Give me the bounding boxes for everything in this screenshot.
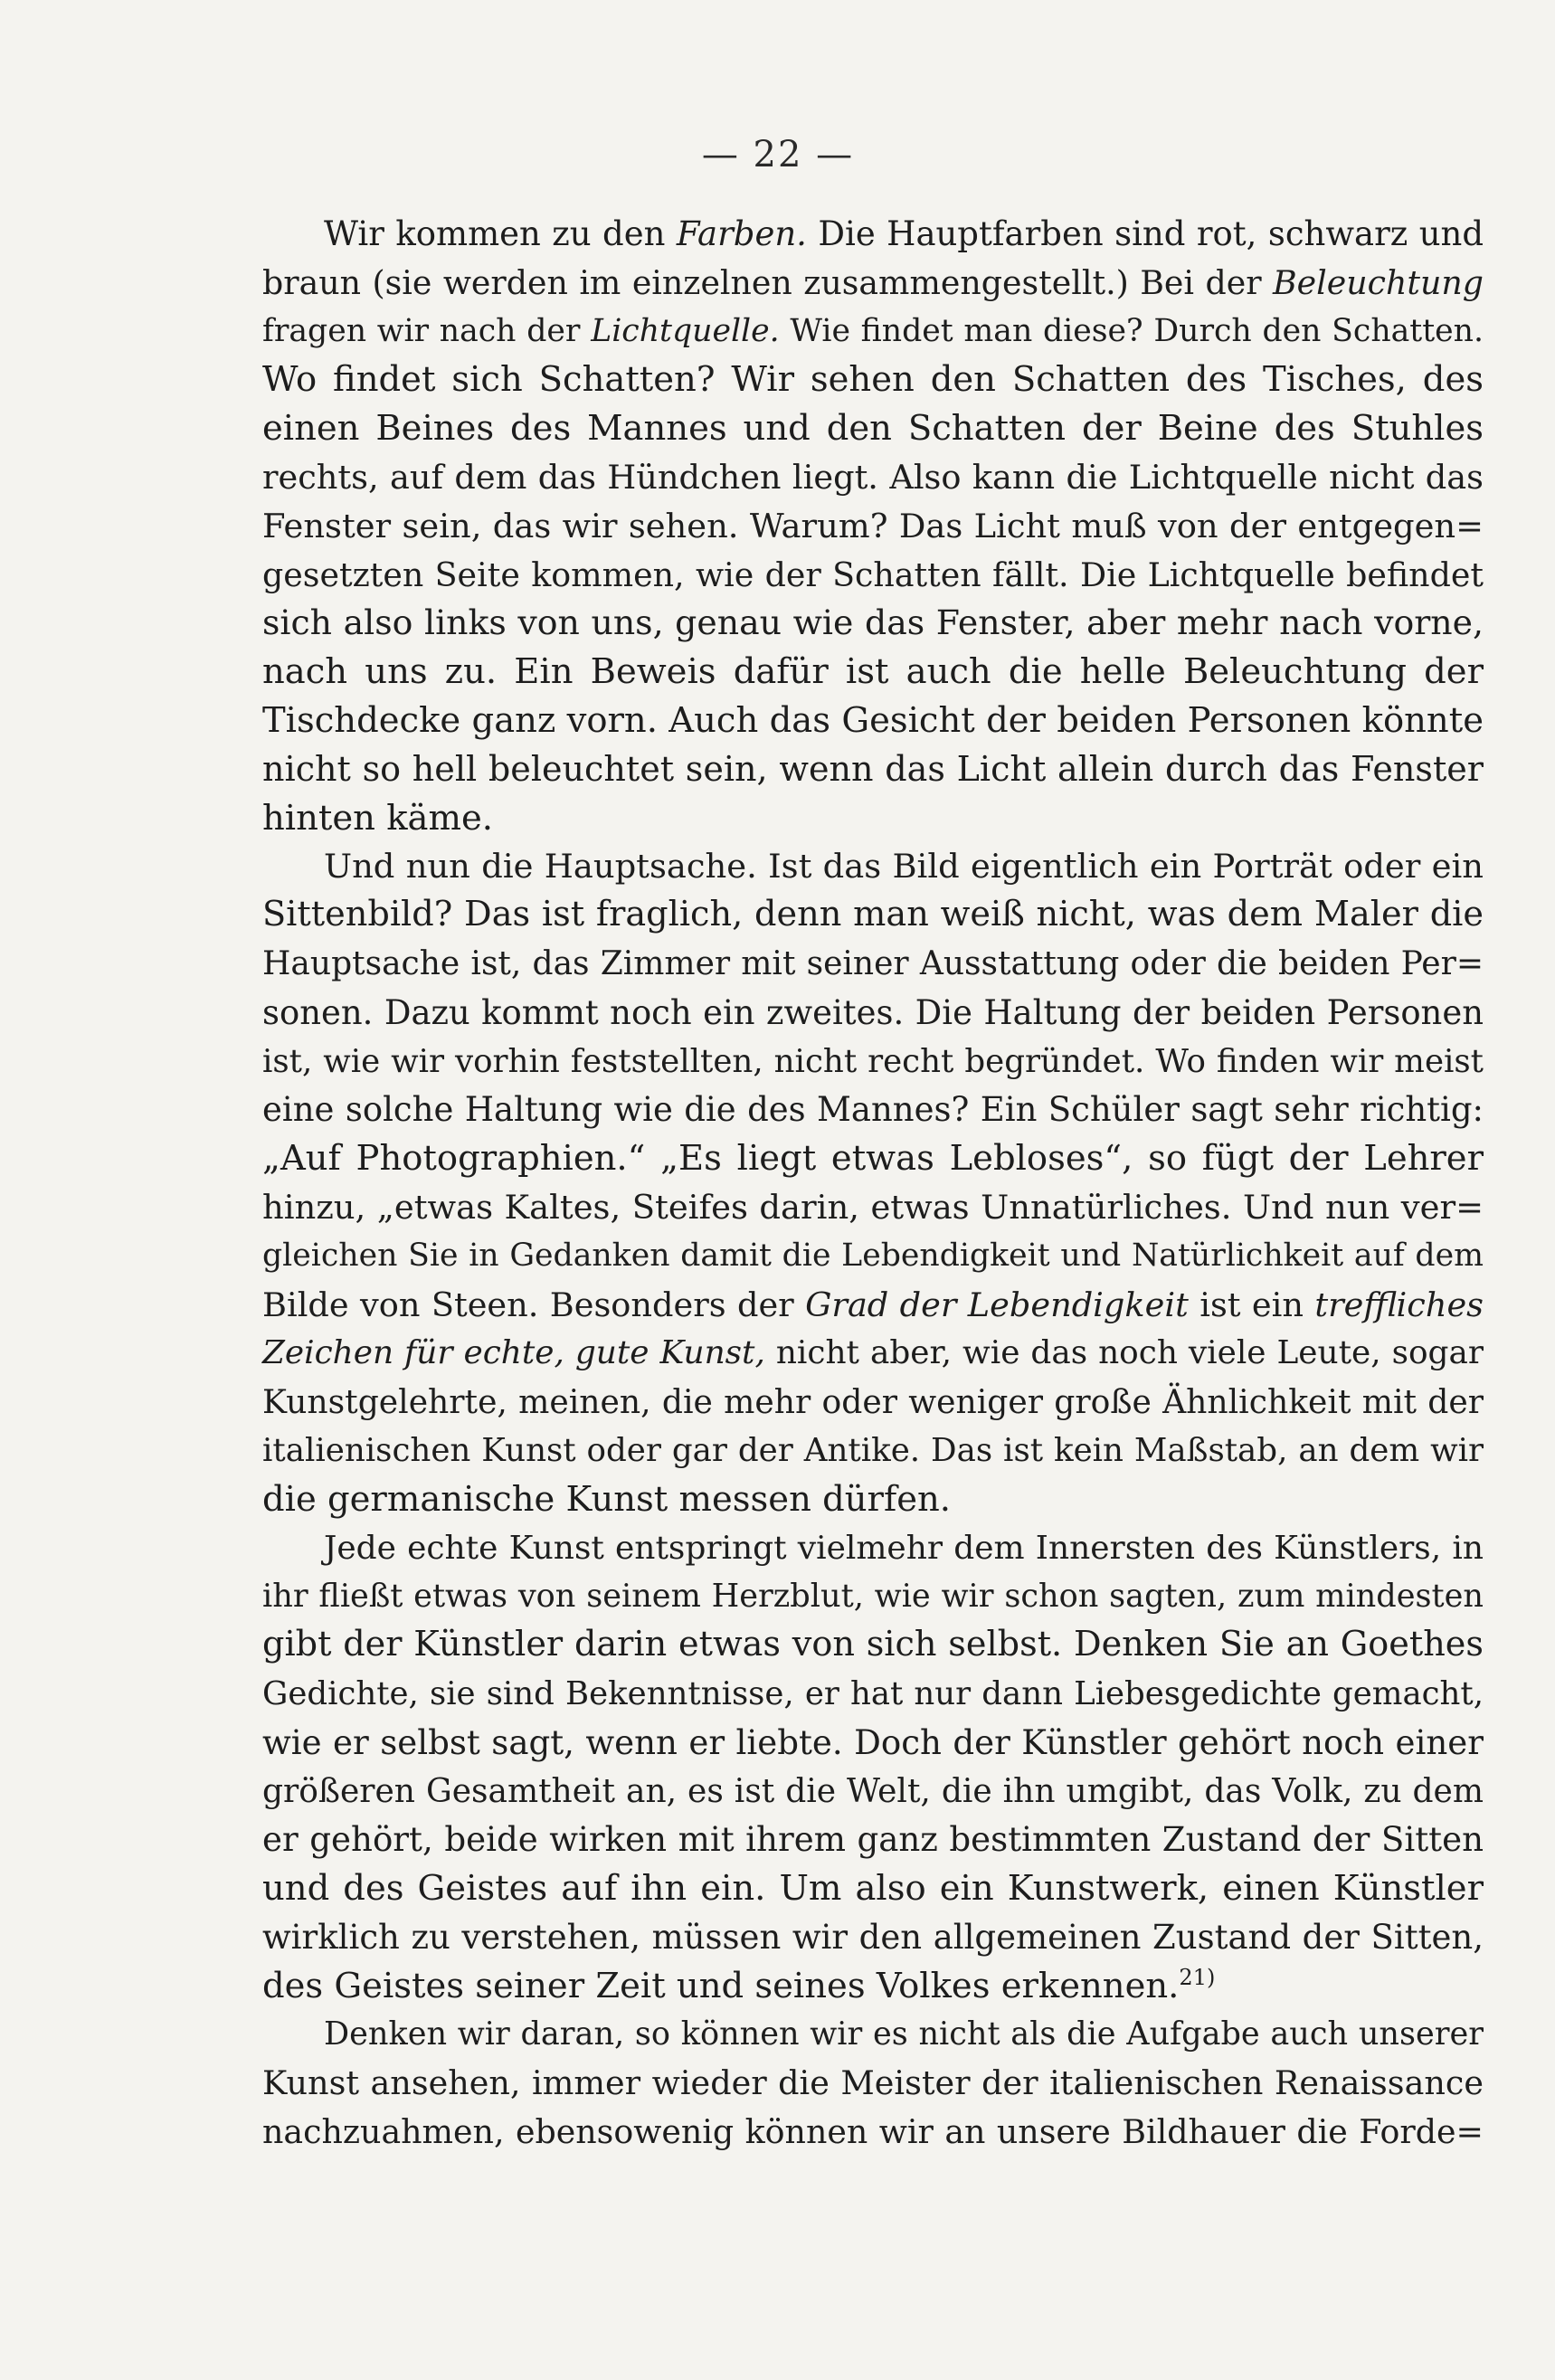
text-line <box>262 648 1484 697</box>
text-run: nicht aber, wie das noch viele Leute, sogar <box>764 1334 1484 1372</box>
text-line <box>262 1962 1484 2011</box>
text-run: nach uns zu. Ein Beweis dafür ist auch die helle Beleuchtung der <box>262 651 1484 693</box>
text-run: des Geistes seiner Zeit und seines Volkes erkennen. <box>262 1965 1180 2006</box>
text-run: wirklich zu verstehen, müssen wir den allgemeinen Zustand der Sitten, <box>262 1917 1484 1957</box>
text-line <box>262 210 1484 259</box>
text-line <box>262 940 1484 989</box>
text-run: Wir kommen zu den <box>324 214 677 253</box>
emphasis-text: Zeichen für echte, gute Kunst, <box>262 1334 765 1372</box>
text-run: rechts, auf dem das Hündchen liegt. Also kann die Lichtquelle nicht das <box>262 457 1484 497</box>
text-line <box>262 551 1484 600</box>
text-line <box>262 1134 1484 1183</box>
emphasis-text: treffliches <box>1314 1285 1484 1324</box>
text-run: sich also links von uns, genau wie das Fenster, aber mehr nach vorne, <box>262 602 1484 643</box>
text-line <box>262 794 1484 843</box>
text-run: sonen. Dazu kommt noch ein zweites. Die Haltung der beiden Personen <box>262 992 1484 1032</box>
text-run: einen Beines des Mannes und den Schatten der Beine des Stuhles <box>262 408 1484 450</box>
text-line <box>262 1329 1484 1378</box>
text-line <box>262 1768 1484 1816</box>
text-line <box>262 1281 1484 1330</box>
text-run: er gehört, beide wirken mit ihrem ganz bestimmten Zustand der Sitten <box>262 1820 1484 1860</box>
text-line <box>262 1524 1484 1573</box>
text-run: gibt der Künstler darin etwas von sich selbst. Denken Sie an Goethes <box>262 1625 1484 1665</box>
text-run: größeren Gesamtheit an, es ist die Welt, die ihn umgibt, das Volk, zu dem <box>262 1772 1484 1810</box>
page-number: — 22 — <box>701 134 855 175</box>
text-line <box>262 1378 1484 1427</box>
text-line <box>262 745 1484 794</box>
text-run: nicht so hell beleuchtet sein, wenn das Licht allein durch das Fenster <box>262 748 1484 789</box>
text-line <box>262 2010 1484 2059</box>
text-line <box>262 1864 1484 1913</box>
text-run: Wie findet man diese? Durch den Schatten. <box>779 312 1484 349</box>
text-line <box>262 1719 1484 1768</box>
text-run: hinten käme. <box>262 797 494 839</box>
text-line <box>262 1475 1484 1524</box>
emphasis-text: Grad der Lebendigkeit <box>805 1285 1189 1324</box>
text-line <box>262 842 1484 891</box>
text-line <box>262 2059 1484 2108</box>
text-run: hinzu, „etwas Kaltes, Steifes darin, etwas Unnatürliches. Und nun ver= <box>262 1187 1484 1227</box>
text-run: Denken wir daran, so können wir es nicht als die Aufgabe auch unserer <box>324 2015 1484 2053</box>
text-run: gleichen Sie in Gedanken damit die Lebendigkeit und Natürlichkeit auf dem <box>262 1237 1484 1274</box>
text-line <box>262 502 1484 551</box>
text-run: gesetzten Seite kommen, wie der Schatten fällt. Die Lichtquelle befindet <box>262 555 1484 594</box>
text-line <box>262 259 1484 308</box>
text-run: Fenster sein, das wir sehen. Warum? Das Licht muß von der entgegen= <box>262 506 1484 545</box>
text-run: und des Geistes auf ihn ein. Um also ein Kunstwerk, einen Künstler <box>262 1868 1484 1910</box>
text-run: ist, wie wir vorhin feststellten, nicht recht begründet. Wo finden wir meist <box>262 1042 1484 1080</box>
emphasis-text: Lichtquelle. <box>591 312 780 349</box>
text-line <box>262 308 1484 356</box>
text-line <box>262 1816 1484 1864</box>
text-run: braun (sie werden im einzelnen zusammengestellt.) Bei der <box>262 262 1273 302</box>
text-run: ist ein <box>1188 1285 1315 1324</box>
emphasis-text: Beleuchtung <box>1273 262 1484 302</box>
text-line <box>262 1427 1484 1475</box>
text-run: Kunstgelehrte, meinen, die mehr oder weniger große Ähnlichkeit mit der <box>262 1382 1484 1422</box>
text-run: Hauptsache ist, das Zimmer mit seiner Ausstattung oder die beiden Per= <box>262 944 1484 982</box>
text-run: Sittenbild? Das ist fraglich, denn man weiß nicht, was dem Maler die <box>262 895 1484 935</box>
text-run: Jede echte Kunst entspringt vielmehr dem Innersten des Künstlers, in <box>324 1529 1484 1567</box>
text-run: Bilde von Steen. Besonders der <box>262 1285 806 1324</box>
text-run: die germanische Kunst messen dürfen. <box>262 1478 952 1520</box>
text-run: eine solche Haltung wie die des Mannes? Ein Schüler sagt sehr richtig: <box>262 1090 1484 1130</box>
text-line <box>262 891 1484 940</box>
text-line <box>262 453 1484 502</box>
text-run: fragen wir nach der <box>262 312 592 349</box>
emphasis-text: Farben. <box>676 214 807 253</box>
text-line <box>262 989 1484 1038</box>
text-run: „Auf Photographien.“ „Es liegt etwas Lebloses“, so fügt der Lehrer <box>262 1138 1484 1180</box>
text-line <box>262 1086 1484 1134</box>
text-line <box>262 1913 1484 1962</box>
text-line <box>262 599 1484 648</box>
text-line <box>262 1621 1484 1670</box>
text-run: Gedichte, sie sind Bekenntnisse, er hat nur dann Liebesgedichte gemacht, <box>262 1674 1484 1712</box>
text-run: ihr fließt etwas von seinem Herzblut, wie wir schon sagten, zum mindesten <box>262 1578 1484 1616</box>
text-run: Tischdecke ganz vorn. Auch das Gesicht der beiden Personen könnte <box>262 699 1484 741</box>
text-run: Und nun die Hauptsache. Ist das Bild eigentlich ein Porträt oder ein <box>324 847 1484 887</box>
text-run: Wo findet sich Schatten? Wir sehen den Schatten des Tisches, des <box>262 359 1484 401</box>
text-line <box>262 1183 1484 1232</box>
text-run: italienischen Kunst oder gar der Antike. Das ist kein Maßstab, an dem wir <box>262 1431 1484 1469</box>
body-text <box>262 210 1484 2157</box>
text-line <box>262 356 1484 404</box>
text-run: wie er selbst sagt, wenn er liebte. Doch der Künstler gehört noch einer <box>262 1722 1484 1762</box>
text-run: Kunst ansehen, immer wieder die Meister der italienischen Renaissance <box>262 2063 1484 2103</box>
text-line <box>262 404 1484 453</box>
text-line <box>262 697 1484 745</box>
text-line <box>262 1670 1484 1719</box>
text-line <box>262 1038 1484 1086</box>
text-line <box>262 1232 1484 1281</box>
text-run: Die Hauptfarben sind rot, schwarz und <box>806 214 1484 253</box>
text-line <box>262 2108 1484 2157</box>
footnote-ref: 21) <box>1179 1964 1216 1990</box>
text-run: nachzuahmen, ebensowenig können wir an unsere Bildhauer die Forde= <box>262 2112 1484 2152</box>
text-line <box>262 1572 1484 1621</box>
